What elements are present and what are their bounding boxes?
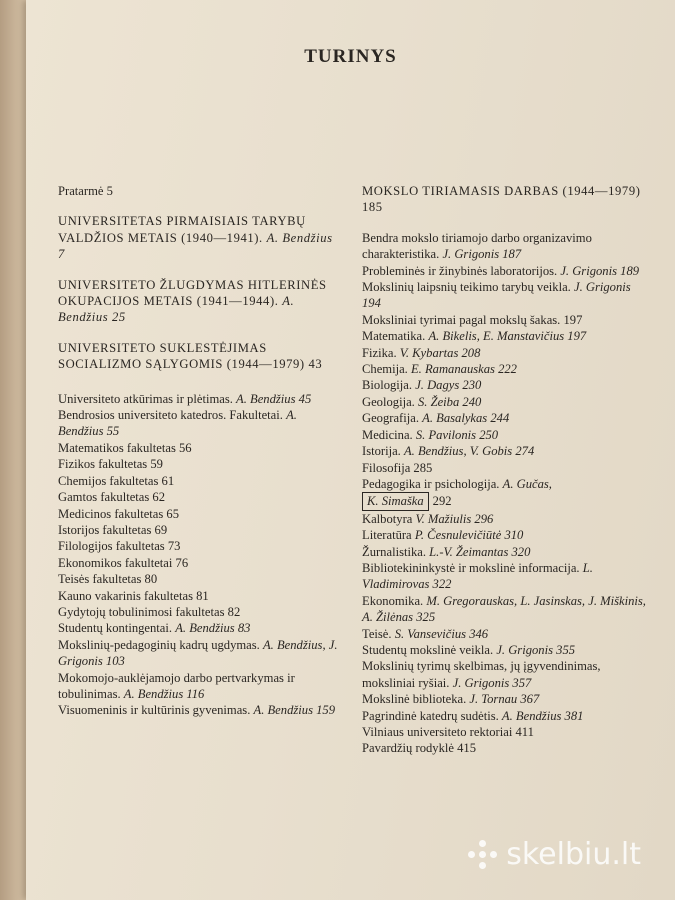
entry-author-page: S. Vansevičius 346 <box>394 626 489 641</box>
toc-entry <box>362 658 652 691</box>
toc-left-column <box>58 183 343 719</box>
watermark-logo-icon <box>468 840 498 870</box>
watermark <box>468 837 641 872</box>
entry-author-page: J. Grigonis 187 <box>442 247 522 262</box>
toc-entry <box>362 527 652 543</box>
toc-entry <box>362 460 652 476</box>
entry-title: Ekonomika. <box>362 593 424 608</box>
entry-author-page: J. Grigonis 194 <box>362 280 631 311</box>
entry-title: Filologijos fakultetas 73 <box>58 539 181 554</box>
entry-author-page: A. Bendžius 83 <box>175 621 251 636</box>
toc-entry <box>58 522 343 538</box>
entry-title: Pedagogika ir psichologija. <box>362 476 500 491</box>
toc-entry <box>58 506 343 522</box>
entry-title: Gamtos fakultetas 62 <box>58 490 166 505</box>
page-title: TURINYS <box>304 46 397 67</box>
entry-spacer <box>58 373 343 391</box>
toc-entry <box>58 588 343 604</box>
entry-author-page: A. Bendžius, J. Grigonis 103 <box>58 637 338 669</box>
entry-title: Gydytojų tobulinimosi fakultetas 82 <box>58 604 241 619</box>
entry-title: Mokslinė biblioteka. <box>362 692 467 707</box>
entry-title: MOKSLO TIRIAMASIS DARBAS (1944—1979) 185 <box>362 184 641 215</box>
entry-title: Bendra mokslo tiriamojo darbo organizavimo charakteristika. <box>362 230 592 262</box>
toc-entry <box>362 263 652 279</box>
toc-entry <box>58 571 343 587</box>
entry-author-page: A. Bendžius, V. Gobis 274 <box>403 444 535 459</box>
toc-entry <box>58 183 343 199</box>
toc-section-heading <box>58 277 343 326</box>
entry-title: Geologija. <box>362 394 415 409</box>
entry-title: Geografija. <box>362 411 419 426</box>
toc-entry <box>58 555 343 571</box>
toc-entry <box>362 410 652 426</box>
entry-author-page: A. Bendžius 159 <box>253 703 336 718</box>
entry-title: Pagrindinė katedrų sudėtis. <box>362 708 499 723</box>
toc-entry <box>362 492 652 510</box>
entry-author-page: S. Žeiba 240 <box>417 394 482 409</box>
toc-entry <box>362 626 652 642</box>
toc-entry <box>58 702 343 718</box>
entry-title: Mokslinių laipsnių teikimo tarybų veikla. <box>362 280 571 295</box>
toc-entry <box>58 620 343 636</box>
book-page <box>26 0 675 900</box>
toc-section-heading <box>362 183 652 216</box>
entry-title: Probleminės ir žinybinės laboratorijos. <box>362 263 558 278</box>
entry-author-page: J. Tornau 367 <box>469 692 540 707</box>
toc-entry <box>362 427 652 443</box>
entry-spacer <box>58 326 343 340</box>
entry-author-page: A. Gučas, <box>502 476 552 491</box>
entry-title: Chemija. <box>362 362 408 377</box>
entry-author-page: J. Grigonis 357 <box>452 675 532 690</box>
toc-entry <box>362 740 652 756</box>
toc-entry <box>58 637 343 670</box>
entry-author-page: J. Grigonis 355 <box>496 642 576 657</box>
entry-author-page: E. Ramanauskas 222 <box>410 362 517 377</box>
entry-title: Universiteto atkūrimas ir plėtimas. <box>58 391 233 406</box>
entry-title: UNIVERSITETO SUKLESTĖJIMAS SOCIALIZMO SĄLYGOMIS (1944—1979) 43 <box>58 340 323 372</box>
entry-author-page: M. Gregorauskas, L. Jasinskas, J. Miškinis, A. Žilėnas 325 <box>362 593 646 625</box>
toc-entry <box>362 312 652 328</box>
entry-author-page: L. Vladimirovas 322 <box>362 560 593 592</box>
entry-title: Literatūra <box>362 528 412 543</box>
entry-author-page: V. Kybartas 208 <box>399 345 481 360</box>
toc-entry <box>362 642 652 658</box>
entry-title: Istorijos fakultetas 69 <box>58 522 168 537</box>
entry-title: Istorija. <box>362 444 401 459</box>
watermark-text: skelbiu.lt <box>506 837 641 872</box>
toc-entry <box>362 593 652 626</box>
toc-entry <box>362 691 652 707</box>
toc-entry <box>362 511 652 527</box>
entry-author-page: J. Grigonis 189 <box>560 263 640 278</box>
entry-author-page: P. Česnulevičiūtė 310 <box>414 528 524 543</box>
toc-entry <box>362 544 652 560</box>
entry-title: Moksliniai tyrimai pagal mokslų šakas. 197 <box>362 312 583 327</box>
entry-author-page: A. Bendžius 7 <box>58 230 333 262</box>
toc-entry <box>362 724 652 740</box>
toc-entry <box>362 328 652 344</box>
entry-title: Studentų kontingentai. <box>58 621 173 636</box>
entry-author-page: A. Basalykas 244 <box>422 411 510 426</box>
entry-title: Ekonomikos fakultetai 76 <box>58 555 189 570</box>
toc-entry <box>58 407 343 440</box>
entry-title: Vilniaus universiteto rektoriai 411 <box>362 725 534 739</box>
entry-author-page: A. Bendžius 116 <box>123 686 205 701</box>
entry-title: Visuomeninis ir kultūrinis gyvenimas. <box>58 703 251 718</box>
entry-author-page: L.-V. Žeimantas 320 <box>429 544 531 559</box>
toc-entry <box>58 670 343 703</box>
entry-title: Biologija. <box>362 378 413 393</box>
toc-section-heading <box>58 213 343 262</box>
toc-entry <box>58 604 343 620</box>
entry-title: Fizika. <box>362 345 397 360</box>
entry-title: Pavardžių rodyklė 415 <box>362 741 477 756</box>
entry-title: UNIVERSITETO ŽLUGDYMAS HITLERINĖS OKUPACIJOS METAIS (1941—1944). <box>58 277 327 309</box>
entry-title: Fizikos fakultetas 59 <box>58 457 163 472</box>
entry-spacer <box>362 216 652 230</box>
entry-spacer <box>58 199 343 213</box>
entry-title: Matematika. <box>362 329 426 344</box>
boxed-author-name: K. Simaška <box>362 492 429 510</box>
entry-title: Mokslinių tyrimų skelbimas, jų įgyvendinimas, moksliniai ryšiai. <box>362 659 601 690</box>
entry-title: Chemijos fakultetas 61 <box>58 473 175 488</box>
entry-title: Filosofija 285 <box>362 460 433 475</box>
entry-title: Mokslinių-pedagoginių kadrų ugdymas. <box>58 637 260 652</box>
toc-entry <box>362 377 652 393</box>
entry-title: 292 <box>432 494 452 509</box>
toc-entry <box>58 473 343 489</box>
toc-entry <box>362 345 652 361</box>
entry-title: Teisė. <box>362 626 392 641</box>
entry-author-page: A. Bendžius 25 <box>58 294 295 325</box>
entry-author-page: J. Dagys 230 <box>415 378 482 393</box>
toc-entry <box>58 538 343 554</box>
toc-entry <box>58 489 343 505</box>
entry-title: Žurnalistika. <box>362 544 427 559</box>
toc-entry <box>362 443 652 459</box>
entry-author-page: V. Mažiulis 296 <box>415 511 494 526</box>
entry-author-page: A. Bendžius 45 <box>236 391 312 406</box>
toc-entry <box>58 391 343 407</box>
toc-entry <box>58 456 343 472</box>
entry-title: Pratarmė 5 <box>58 184 113 198</box>
entry-author-page: S. Pavilonis 250 <box>415 427 499 442</box>
entry-title: Medicinos fakultetas 65 <box>58 506 180 521</box>
entry-title: Kalbotyra <box>362 511 413 526</box>
toc-right-column <box>362 183 652 757</box>
toc-entry <box>362 361 652 377</box>
toc-section-heading <box>58 340 343 373</box>
entry-author-page: A. Bendžius 55 <box>58 408 297 439</box>
toc-entry <box>362 279 652 312</box>
toc-entry <box>362 708 652 724</box>
toc-entry <box>362 230 652 263</box>
entry-title: Kauno vakarinis fakultetas 81 <box>58 588 209 603</box>
entry-title: Bendrosios universiteto katedros. Fakultetai. <box>58 408 283 423</box>
entry-author-page: A. Bikelis, E. Manstavičius 197 <box>428 329 587 344</box>
entry-title: Matematikos fakultetas 56 <box>58 440 192 455</box>
toc-entry <box>362 476 652 492</box>
entry-title: Medicina. <box>362 427 413 442</box>
entry-author-page: A. Bendžius 381 <box>501 708 584 723</box>
entry-title: Bibliotekininkystė ir mokslinė informacija. <box>362 560 580 575</box>
toc-entry <box>362 394 652 410</box>
entry-title: Mokomojo-auklėjamojo darbo pertvarkymas ir tobulinimas. <box>58 670 295 701</box>
toc-entry <box>362 560 652 593</box>
entry-title: UNIVERSITETAS PIRMAISIAIS TARYBŲ VALDŽIOS METAIS (1940—1941). <box>58 214 306 245</box>
entry-spacer <box>58 263 343 277</box>
entry-title: Studentų mokslinė veikla. <box>362 642 494 657</box>
entry-title: Teisės fakultetas 80 <box>58 572 158 587</box>
toc-entry <box>58 440 343 456</box>
book-spine-edge <box>0 0 26 900</box>
